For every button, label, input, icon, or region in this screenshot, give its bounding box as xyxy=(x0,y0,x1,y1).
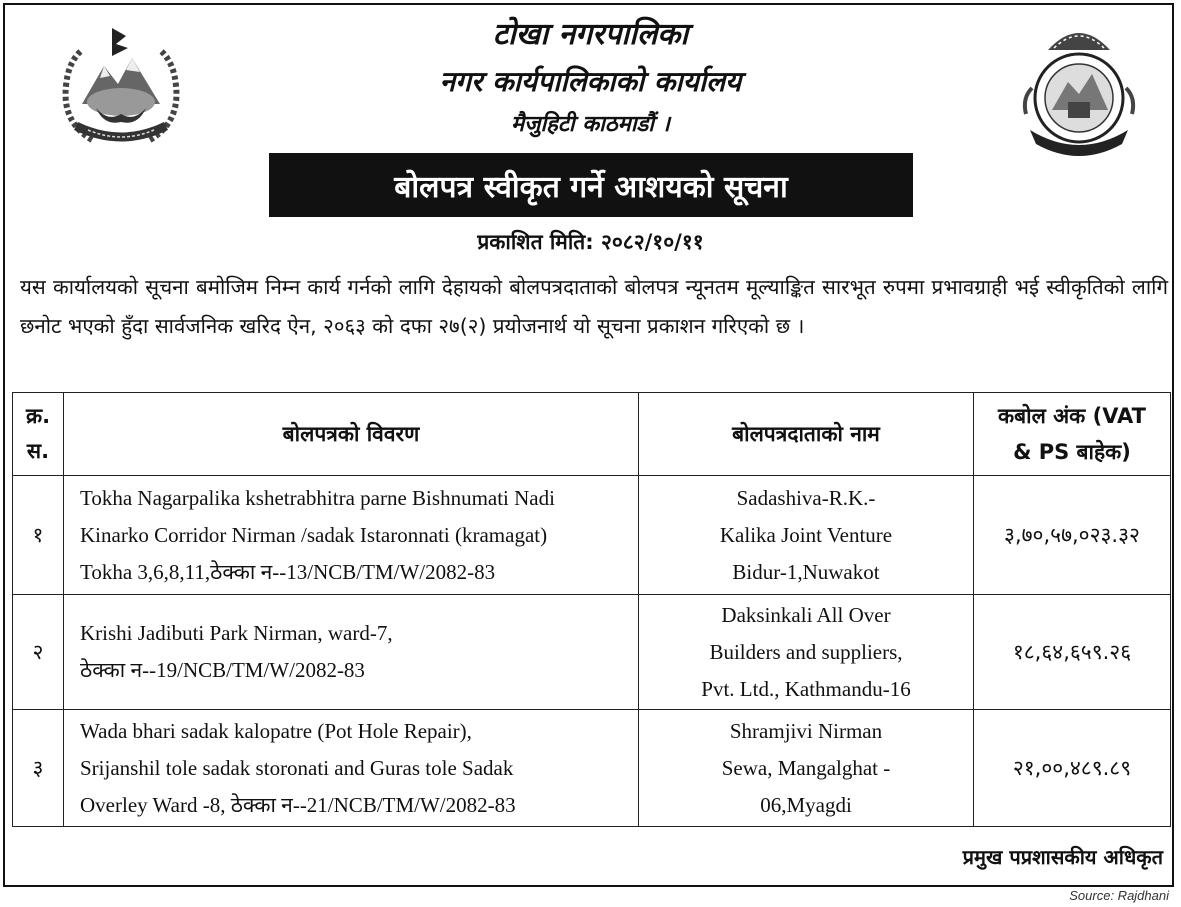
bid-table xyxy=(12,392,1171,827)
intro-paragraph: यस कार्यालयको सूचना बमोजिम निम्न कार्य गर्नको लागि देहायको बोलपत्रदाताको बोलपत्र न्यूनतम मूल्याङ्कित सारभूत रुपमा प्रभावग्राही भई स्वीकृतिको लागि छनोट भएको हुँदा सार्वजनिक खरिद ऐन, २०६३ को दफा २७(२) प्रयोजनार्थ यो सूचना प्रकाशन गरिएको छ । xyxy=(20,275,1168,338)
signatory-title: प्रमुख पप्रशासकीय अधिकृत xyxy=(962,845,1163,869)
header-amount xyxy=(974,393,1171,476)
header-amount-line2: & PS बाहेक) xyxy=(1013,440,1131,464)
header-serial xyxy=(13,393,64,476)
header-serial-line2: स. xyxy=(26,439,50,463)
header-serial-line1: क्र. xyxy=(25,404,51,428)
row-serial: १ xyxy=(13,476,64,595)
published-date: प्रकाशित मिति: २०८२/१०/११ xyxy=(477,230,704,254)
row-description xyxy=(64,595,639,710)
row-amount: २१,००,४८९.८९ xyxy=(974,710,1171,827)
row-bidder xyxy=(639,476,974,595)
row-description xyxy=(64,710,639,827)
table-row xyxy=(13,476,1171,595)
office-name: नगर कार्यपालिकाको कार्यालय xyxy=(439,65,742,98)
row-description xyxy=(64,476,639,595)
desc-line: Tokha Nagarpalika kshetrabhitra parne Bishnumati Nadi xyxy=(80,485,555,510)
bidder-line: Builders and suppliers, xyxy=(709,639,903,664)
bidder-line: Sadashiva-R.K.- xyxy=(736,485,876,510)
desc-line: Kinarko Corridor Nirman /sadak Istaronnati (kramagat) xyxy=(80,522,548,547)
bidder-line: Daksinkali All Over xyxy=(721,602,891,627)
bidder-line: Shramjivi Nirman xyxy=(729,718,883,743)
header-bidder: बोलपत्रदाताको नाम xyxy=(639,393,974,476)
bidder-line: Kalika Joint Venture xyxy=(719,522,893,547)
header-amount-line1: कबोल अंक (VAT xyxy=(998,404,1146,428)
row-bidder xyxy=(639,710,974,827)
desc-line: Overley Ward -8, ठेक्का न--21/NCB/TM/W/2082-83 xyxy=(80,792,516,817)
desc-line: Wada bhari sadak kalopatre (Pot Hole Repair), xyxy=(80,718,472,743)
row-amount: ३,७०,५७,०२३.३२ xyxy=(974,476,1171,595)
desc-line: Krishi Jadibuti Park Nirman, ward-7, xyxy=(80,621,393,645)
row-serial: २ xyxy=(13,595,64,710)
office-address: मैजुहिटी काठमाडौं । xyxy=(510,112,670,137)
table-row xyxy=(13,710,1171,827)
table-header-row xyxy=(13,393,1171,476)
bidder-line: Pvt. Ltd., Kathmandu-16 xyxy=(701,676,911,701)
source-credit: Source: Rajdhani xyxy=(1069,888,1169,903)
bidder-line: Sewa, Mangalghat - xyxy=(721,755,891,780)
desc-line: Srijanshil tole sadak storonati and Guras tole Sadak xyxy=(80,755,514,780)
row-serial: ३ xyxy=(13,710,64,827)
bidder-line: 06,Myagdi xyxy=(760,792,852,817)
desc-line: ठेक्का न--19/NCB/TM/W/2082-83 xyxy=(80,658,365,682)
notice-title-banner: बोलपत्र स्वीकृत गर्ने आशयको सूचना xyxy=(269,153,913,217)
municipality-name: टोखा नगरपालिका xyxy=(492,17,689,52)
table-row xyxy=(13,595,1171,710)
bidder-line: Bidur-1,Nuwakot xyxy=(732,559,880,584)
desc-line: Tokha 3,6,8,11,ठेक्का न--13/NCB/TM/W/2082-83 xyxy=(80,559,496,584)
row-amount: १८,६४,६५९.२६ xyxy=(974,595,1171,710)
header-description: बोलपत्रको विवरण xyxy=(64,393,639,476)
row-bidder xyxy=(639,595,974,710)
